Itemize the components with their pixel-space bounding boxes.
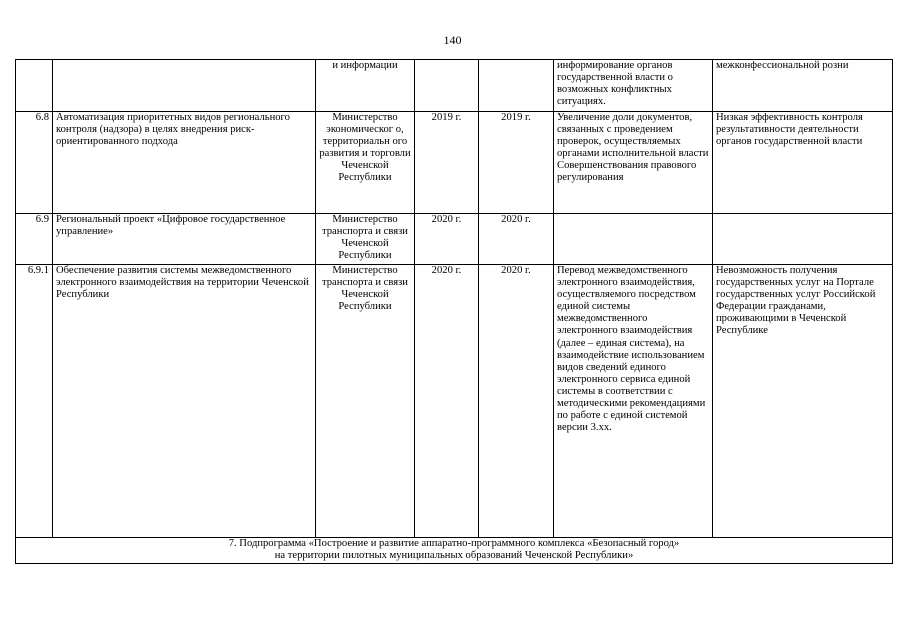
section-title	[16, 538, 893, 564]
cell-risk: межконфессиональной розни	[713, 60, 893, 112]
cell-end-date: 2020 г.	[479, 265, 554, 538]
cell-executor: и информации	[316, 60, 415, 112]
cell-number	[16, 60, 53, 112]
cell-start-date: 2020 г.	[415, 265, 479, 538]
cell-expected-result: информирование органов государственной власти о возможных конфликтных ситуациях.	[554, 60, 713, 112]
cell-executor: Министерство транспорта и связи Чеченской Республики	[316, 265, 415, 538]
cell-start-date: 2019 г.	[415, 112, 479, 214]
cell-expected-result	[554, 214, 713, 265]
cell-end-date: 2019 г.	[479, 112, 554, 214]
cell-risk: Низкая эффективность контроля результативности деятельности органов государственной власти	[713, 112, 893, 214]
cell-measure-name: Автоматизация приоритетных видов регионального контроля (надзора) в целях внедрения риск-ориентированного подхода	[53, 112, 316, 214]
cell-expected-result: Увеличение доли документов, связанных с проведением проверок, осуществляемых органами исполнительной власти Совершенствования правового регулирования	[554, 112, 713, 214]
table-row-6-8	[16, 112, 893, 214]
cell-measure-name	[53, 60, 316, 112]
section-title-line-2: на территории пилотных муниципальных образований Чеченской Республики»	[274, 550, 634, 562]
measures-table	[15, 59, 893, 564]
cell-executor: Министерство экономическог о, территориальн ого развития и торговли Чеченской Республики	[316, 112, 415, 214]
cell-expected-result: Перевод межведомственного электронного взаимодействия, осуществляемого посредством единой системы межведомственного электронного взаимодействия (далее – единая система), на взаимодействие использованием видов сведений единого электронного сервиса единой системы в соответствии с методическими рекомендациями по работе с единой системой версии 3.хх.	[554, 265, 713, 538]
cell-risk	[713, 214, 893, 265]
cell-number: 6.9.1	[16, 265, 53, 538]
cell-start-date	[415, 60, 479, 112]
section-header-row	[16, 538, 893, 564]
cell-number: 6.8	[16, 112, 53, 214]
section-title-line-1: 7. Подпрограмма «Построение и развитие аппаратно-программного комплекса «Безопасный город»	[228, 538, 680, 549]
page-number: 140	[443, 33, 462, 47]
cell-start-date: 2020 г.	[415, 214, 479, 265]
table-row-continuation	[16, 60, 893, 112]
cell-risk: Невозможность получения государственных услуг на Портале государственных услуг Российской Федерации гражданами, проживающими в Чеченской Республике	[713, 265, 893, 538]
table-row-6-9-1	[16, 265, 893, 538]
cell-measure-name: Региональный проект «Цифровое государственное управление»	[53, 214, 316, 265]
table-row-6-9	[16, 214, 893, 265]
cell-end-date: 2020 г.	[479, 214, 554, 265]
cell-end-date	[479, 60, 554, 112]
cell-measure-name: Обеспечение развития системы межведомственного электронного взаимодействия на территории Чеченской Республики	[53, 265, 316, 538]
cell-executor: Министерство транспорта и связи Чеченской Республики	[316, 214, 415, 265]
cell-number: 6.9	[16, 214, 53, 265]
